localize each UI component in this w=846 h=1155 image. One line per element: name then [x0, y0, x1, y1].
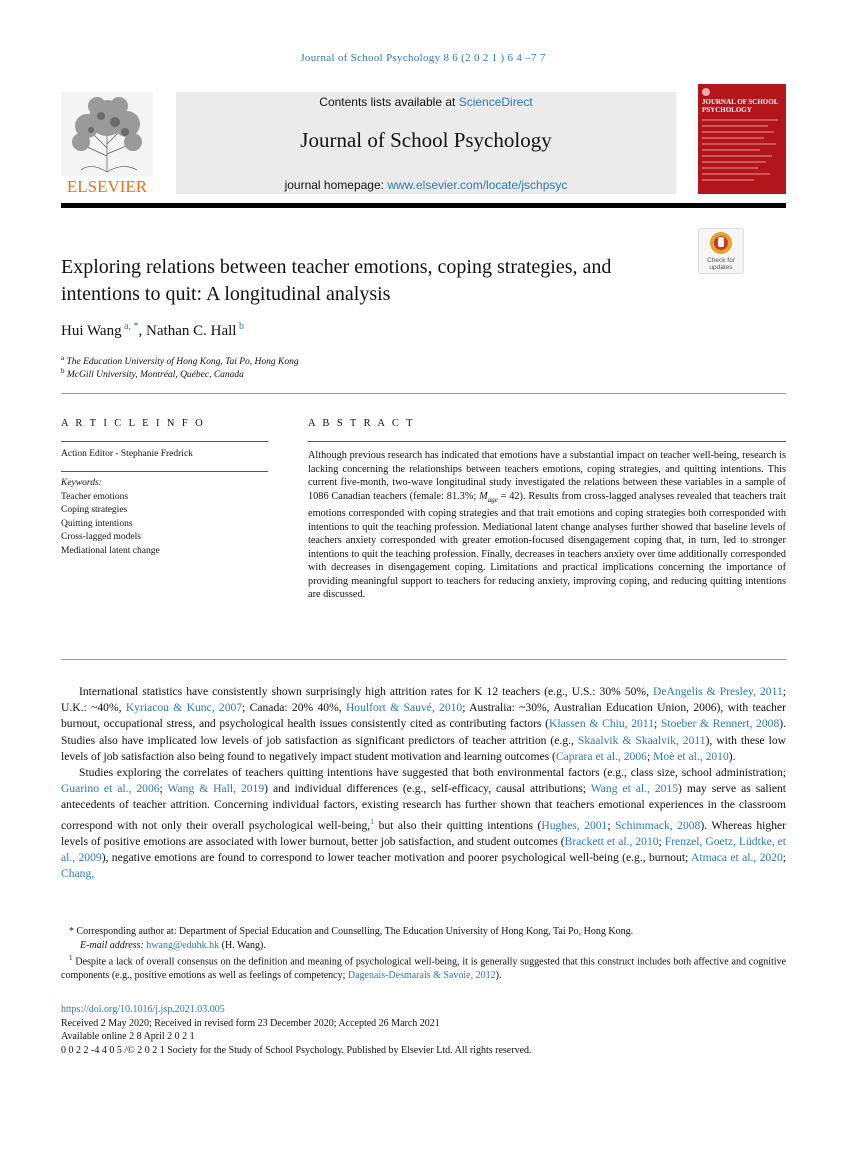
citation-link[interactable]: Houlfort & Sauvé, 2010 — [345, 701, 463, 715]
citation-link[interactable]: Skaalvik & Skaalvik, 2011 — [577, 733, 706, 747]
action-editor: Action Editor - Stephanie Fredrick — [61, 449, 193, 459]
footnote-1: $^1$ Despite a lack of overall consensus on the definition and meaning of psychological well-being, it is generally suggested that this construct includes both affective and cognitive components (e.g., positive emotions as well as feelings of competency; Dagenais-Desmarais & Savoie, 2012). — [61, 954, 787, 981]
body-text-run: ; — [782, 850, 787, 864]
footnotes — [61, 925, 786, 982]
citation-link[interactable]: Brackett et al., 2010 — [564, 834, 659, 848]
article-info-rule — [61, 441, 268, 442]
corresponding-author-note: * Corresponding author at: Department of Special Education and Counselling, The Education University of Hong Kong, Tai Po, Hong Kong. — [69, 926, 634, 937]
citation-link[interactable]: Wang & Hall, 2019 — [167, 782, 265, 796]
author-marks[interactable]: b — [238, 321, 244, 332]
citation-link[interactable]: Stoeber & Rennert, 2008 — [660, 717, 780, 731]
body-text-run: ; Australia: ~30%, Australian Education Union, 2006), with teacher burnout, occupational stress, and psychological health issues consistently cited as contributing factors ( — [61, 701, 786, 731]
sciencedirect-link[interactable]: ScienceDirect — [458, 95, 533, 109]
citation-link[interactable]: Kyriacou & Kunc, 2007 — [125, 701, 243, 715]
publication-info — [61, 1003, 786, 1057]
contents-line: Contents lists available at ScienceDirect — [319, 95, 533, 109]
keyword: Mediational latent change — [61, 545, 160, 556]
citation-link[interactable]: Dagenais-Desmarais & Savoie, 2012 — [347, 969, 496, 981]
body-text-run: ; — [159, 782, 168, 796]
footnote-ref[interactable]: 1 — [370, 816, 375, 826]
body-text — [61, 684, 786, 882]
email-note: E-mail address: hwang@eduhk.hk (H. Wang). — [80, 939, 266, 951]
body-text-run: ). — [728, 749, 736, 763]
cover-title: JOURNAL OF SCHOOL PSYCHOLOGY — [702, 98, 778, 114]
body-text-run: ), negative emotions are found to correspond to lower teacher motivation and poorer psychological well-being (e.g., burnout; — [101, 850, 691, 864]
header-rule — [61, 203, 786, 208]
journal-title: Journal of School Psychology — [300, 128, 552, 152]
body-text-run: ; — [607, 818, 616, 832]
body-text-run: ; Canada: 20% 40%, — [242, 701, 346, 715]
citation-link[interactable]: DeAngelis & Presley, 2011 — [653, 685, 783, 698]
abstract-rule — [308, 441, 786, 442]
cover-text-lines-icon — [698, 84, 786, 194]
body-text-run: ), with these low levels of job satisfaction also being found to negatively impact student motivation and learning outcomes ( — [61, 733, 787, 763]
doi-link[interactable]: https://doi.org/10.1016/j.jsp.2021.03.005 — [61, 1004, 225, 1015]
abstract-end-rule — [61, 659, 786, 660]
received-dates: Received 2 May 2020; Received in revised form 23 December 2020; Accepted 26 March 2021 — [61, 1017, 440, 1029]
body-text-run: International statistics have consistently shown surprisingly high attrition rates for K 12 teachers (e.g., U.S.: 30% 50%, — [79, 685, 654, 698]
available-online: Available online 2 8 April 2 0 2 1 — [61, 1031, 195, 1042]
journal-banner — [176, 92, 676, 194]
author-name[interactable]: Hui Wang — [61, 323, 122, 339]
article-info-heading: A R T I C L E I N F O — [61, 418, 206, 429]
body-text-run: ; U.K.: ~40%, — [61, 685, 786, 715]
running-head[interactable]: Journal of School Psychology 8 6 (2 0 2 1 ) 6 4 –7 7 — [300, 52, 546, 64]
keyword: Cross-lagged models — [61, 532, 141, 542]
author-name[interactable]: Nathan C. Hall — [146, 323, 237, 339]
check-updates-label: Check for updates — [707, 257, 735, 271]
keyword: Coping strategies — [61, 505, 128, 515]
journal-cover[interactable] — [698, 84, 786, 194]
keyword: Quitting intentions — [61, 518, 133, 529]
citation-link[interactable]: Frenzel, Goetz, Lüdtke, et al., 2009 — [61, 834, 787, 864]
homepage-link[interactable]: www.elsevier.com/locate/jschpsyc — [387, 178, 568, 192]
citation-link[interactable]: Schimmack, 2008 — [615, 818, 701, 832]
body-text-run: but also their quitting intentions ( — [374, 818, 542, 832]
author-marks[interactable]: a, * — [124, 321, 139, 332]
citation-link[interactable]: Klassen & Chiu, 2011 — [549, 717, 655, 731]
body-text-run: ; — [658, 834, 665, 848]
abstract-text: Although previous research has indicated that emotions have a substantial impact on teacher well-being, research is lacking concerning the relationships between teachers emotions, coping strategies, and quitting intentions. This current five-month, two-wave longitudinal study investigated the relations between these variables in a sample of 1086 Canadian teachers (female: 81.3%; $M_{age} = 42$). Results from cross-lagged analyses revealed that teachers trait emotions corresponded with coping strategies and that trait emotions and coping strategies both corresponded with intentions to quit the teaching profession. Mediational latent change analyses further showed that baseline levels of teachers anxiety corresponded with greater emotion-focused disengagement coping that, in turn, led to stronger intentions to quit the teaching profession. Finally, decreases in teachers anxiety over time additionally corresponded with decreases in disengagement coping. Limitations and practical implications concerning the importance of providing meaningful support to teachers for reducing anxiety, improving coping, and reducing quitting intentions are discussed. — [308, 450, 786, 601]
body-text-run: ). Studies also have implicated low levels of job satisfaction as significant predictors of teacher attrition (e.g., — [61, 717, 787, 747]
citation-link[interactable]: Caprara et al., 2006 — [555, 749, 647, 763]
author-list: Hui Wang $^{a, *}$, Nathan C. Hall $^b$ — [61, 321, 244, 339]
keyword: Teacher emotions — [61, 491, 129, 502]
affiliation-a: $^a$ The Education University of Hong Kong, Tai Po, Hong Kong — [61, 354, 299, 368]
body-paragraph — [61, 684, 786, 765]
body-paragraph — [61, 765, 786, 882]
abstract-heading: A B S T R A C T — [308, 418, 415, 429]
affiliation-b: $^b$ McGill University, Montréal, Québec, Canada — [61, 367, 244, 381]
body-text-run: ) may serve as salient antecedents of teacher attrition. Concerning individual factors, existing research has further shown that teachers emotional experiences in the classroom correspond with not only their overall psychological well-being, — [61, 782, 786, 832]
body-text-run: ; — [646, 749, 654, 763]
citation-link[interactable]: Moè et al., 2010 — [653, 749, 729, 763]
keywords-rule — [61, 471, 268, 472]
check-for-updates-badge[interactable] — [698, 228, 744, 274]
section-rule — [61, 393, 786, 394]
citation-link[interactable]: Wang et al., 2015 — [590, 782, 679, 796]
keywords-label: Keywords: — [61, 478, 102, 488]
citation-link[interactable]: Atmaca et al., 2020 — [690, 850, 783, 864]
body-text-run: ) and individual differences (e.g., self-efficacy, causal attributions; — [264, 782, 591, 796]
body-text-run: ). Whereas higher levels of positive emotions are associated with lower burnout, better job satisfaction, and student outcomes ( — [61, 818, 786, 848]
elsevier-logo — [61, 92, 153, 196]
keywords-block — [61, 477, 160, 558]
body-text-run: ; — [654, 717, 661, 731]
homepage-line: journal homepage: www.elsevier.com/locate/jschpsyc — [284, 178, 568, 192]
elsevier-tree-icon — [61, 92, 153, 196]
email-link[interactable]: hwang@eduhk.hk — [146, 939, 220, 951]
article-title: Exploring relations between teacher emotions, coping strategies, and intentions to quit: A longitudinal analysis — [61, 256, 612, 305]
check-updates-icon — [699, 229, 743, 259]
citation-link[interactable]: Chang, — [61, 867, 95, 881]
citation-link[interactable]: Guarino et al., 2006 — [61, 782, 160, 796]
elsevier-wordmark: ELSEVIER — [66, 177, 148, 196]
body-text-run: Studies exploring the correlates of teachers quitting intentions have suggested that both environmental factors (e.g., class size, school administration; — [79, 766, 786, 780]
citation-link[interactable]: Hughes, 2001 — [541, 818, 608, 832]
copyright-line: 0 0 2 2 -4 4 0 5 /© 2 0 2 1 Society for the Study of School Psychology. Published by Elsevier Ltd. All rights reserved. — [61, 1044, 532, 1056]
